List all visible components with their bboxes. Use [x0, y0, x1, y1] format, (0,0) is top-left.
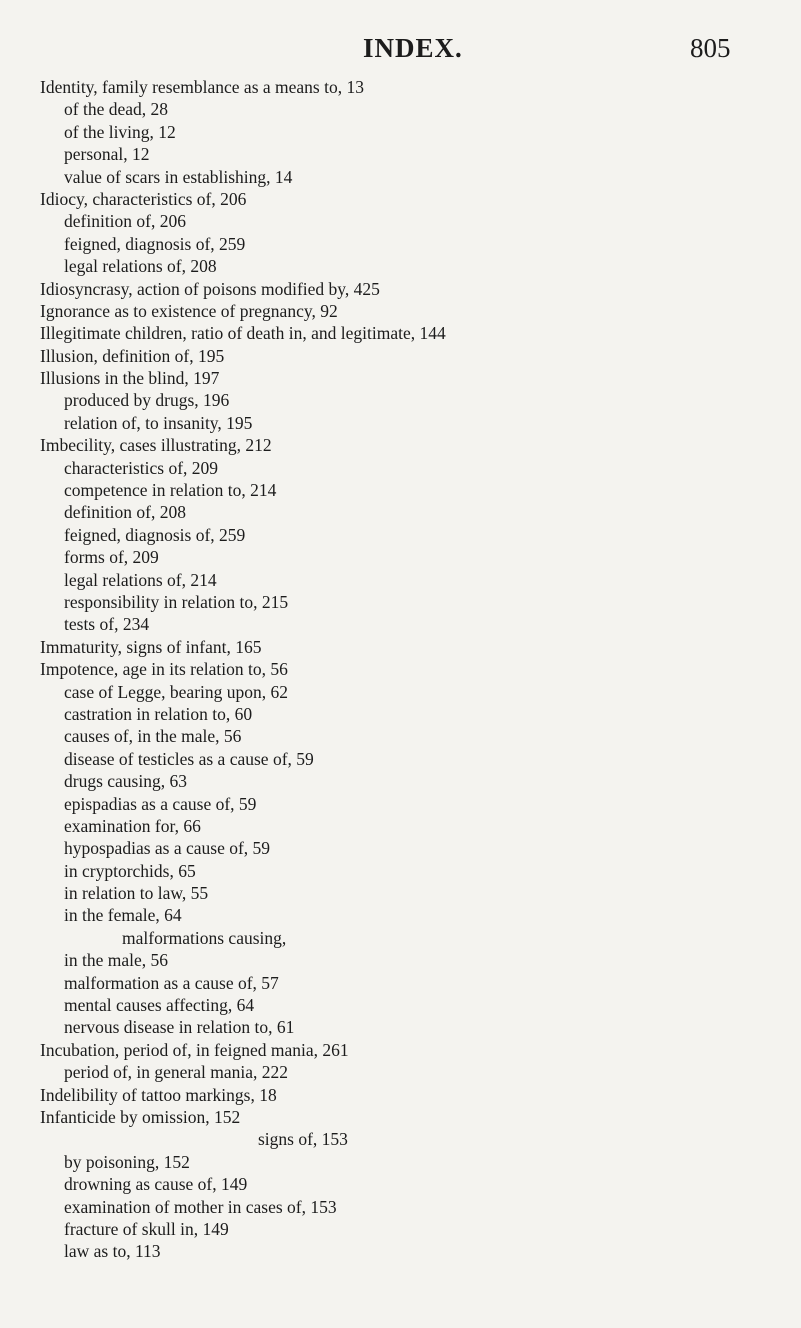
index-subentry: examination for, 66 — [64, 815, 201, 836]
index-subentry: personal, 12 — [64, 144, 150, 165]
index-entry-heading: Immaturity, signs of infant, 165 — [40, 636, 262, 657]
index-subentry: hypospadias as a cause of, 59 — [64, 838, 271, 859]
index-subentry: legal relations of, 214 — [64, 569, 217, 590]
index-entry-heading: Infanticide by omission, 152 — [40, 1106, 241, 1127]
index-entry-heading: Incubation, period of, in feigned mania, 261 — [40, 1039, 349, 1060]
index-subentry: case of Legge, bearing upon, 62 — [64, 681, 289, 702]
running-head — [0, 33, 801, 67]
index-subentry: castration in relation to, 60 — [64, 703, 253, 724]
running-title: INDEX. — [363, 33, 463, 63]
index-entry-heading: Impotence, age in its relation to, 56 — [40, 659, 288, 680]
index-subentry: disease of testicles as a cause of, 59 — [64, 748, 314, 769]
index-subentry: epispadias as a cause of, 59 — [64, 793, 257, 814]
index-subentry: examination of mother in cases of, 153 — [64, 1196, 337, 1217]
index-subentry: drugs causing, 63 — [64, 771, 187, 792]
index-subentry: produced by drugs, 196 — [64, 390, 230, 411]
index-subentry: responsibility in relation to, 215 — [64, 591, 289, 612]
index-subentry: causes of, in the male, 56 — [64, 726, 242, 747]
index-subentry: characteristics of, 209 — [64, 457, 219, 478]
index-subentry: competence in relation to, 214 — [64, 480, 277, 501]
index-entry-heading: Illusion, definition of, 195 — [40, 345, 225, 366]
index-subentry: in the female, 64 — [64, 905, 182, 926]
index-subentry: of the living, 12 — [64, 121, 176, 142]
index-subentry: period of, in general mania, 222 — [64, 1062, 289, 1083]
index-subentry: by poisoning, 152 — [64, 1151, 190, 1172]
index-entry-heading: Idiosyncrasy, action of poisons modified by, 425 — [40, 278, 380, 299]
index-entry-heading: Illusions in the blind, 197 — [40, 368, 220, 389]
index-subentry: fracture of skull in, 149 — [64, 1218, 229, 1239]
index-entry-heading: Indelibility of tattoo markings, 18 — [40, 1084, 277, 1105]
index-subentry: in the male, 56 — [64, 950, 169, 971]
index-subentry: signs of, 153 — [258, 1129, 348, 1150]
index-entry-heading: Imbecility, cases illustrating, 212 — [40, 435, 272, 456]
index-subentry: tests of, 234 — [64, 614, 150, 635]
index-subentry: legal relations of, 208 — [64, 256, 217, 277]
index-entry-heading: Illegitimate children, ratio of death in, and legitimate, 144 — [40, 323, 446, 344]
index-subentry: in cryptorchids, 65 — [64, 860, 196, 881]
index-entry-heading: Ignorance as to existence of pregnancy, 92 — [40, 300, 338, 321]
index-subentry: nervous disease in relation to, 61 — [64, 1017, 295, 1038]
index-subentry: relation of, to insanity, 195 — [64, 412, 253, 433]
index-entry-heading: Identity, family resemblance as a means to, 13 — [40, 77, 364, 97]
index-subentry: value of scars in establishing, 14 — [64, 166, 293, 187]
index-subentry: mental causes affecting, 64 — [64, 995, 255, 1016]
index-subentry: of the dead, 28 — [64, 99, 168, 120]
index-subentry: malformations causing, — [122, 927, 287, 948]
index-subentry: definition of, 208 — [64, 502, 186, 523]
index-entry-heading: Idiocy, characteristics of, 206 — [40, 188, 247, 209]
index-subentry: feigned, diagnosis of, 259 — [64, 524, 246, 545]
index-subentry: feigned, diagnosis of, 259 — [64, 233, 246, 254]
index-subentry: in relation to law, 55 — [64, 883, 209, 904]
index-subentry: malformation as a cause of, 57 — [64, 972, 279, 993]
index-subentry: drowning as cause of, 149 — [64, 1174, 248, 1195]
index-subentry: definition of, 206 — [64, 211, 186, 232]
page-number: 805 — [690, 33, 731, 63]
index-entries — [40, 76, 760, 1263]
index-subentry: law as to, 113 — [64, 1241, 161, 1262]
index-subentry: forms of, 209 — [64, 547, 159, 568]
